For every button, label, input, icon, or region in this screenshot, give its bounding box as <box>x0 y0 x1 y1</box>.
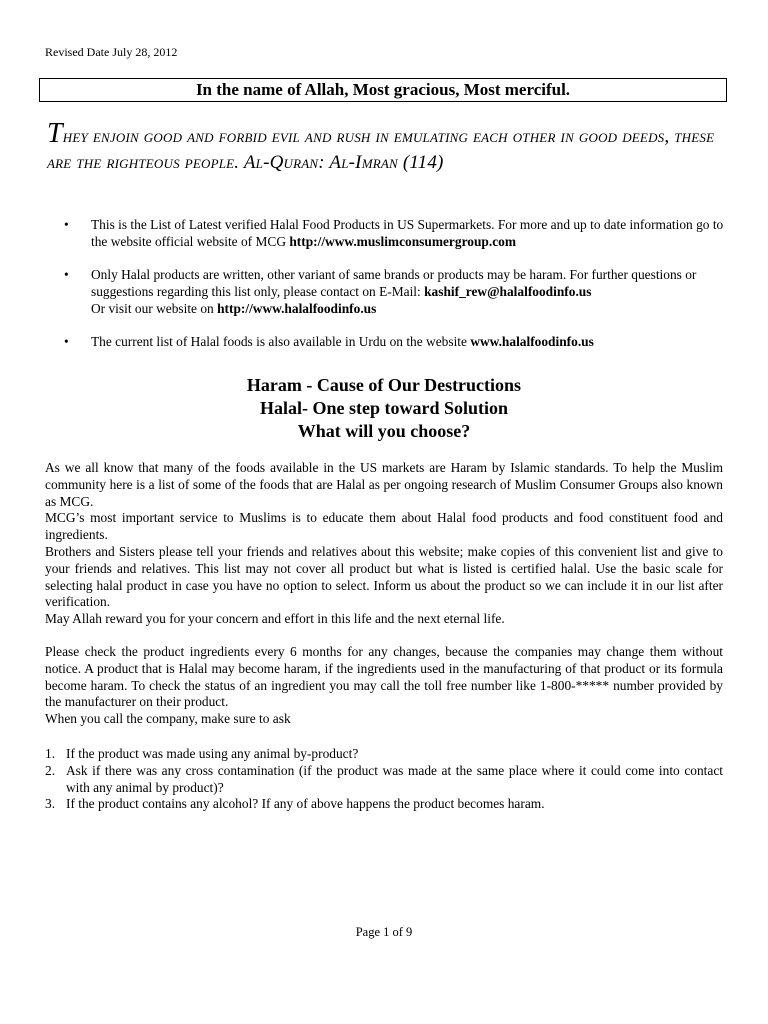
bullet-icon: • <box>64 334 69 349</box>
paragraph: Brothers and Sisters please tell your friends and relatives about this website; make copies of this convenient list and give to your friends and relatives. This list may not cover all product but what is listed is certified halal. Use the basic scale for selecting halal product in case you have no option to select. Inform us about the product so we can include it in our list after verification. <box>45 543 723 610</box>
list-item-text: If the product was made using any animal by-product? <box>66 746 359 761</box>
paragraph: May Allah reward you for your concern and effort in this life and the next eternal life. <box>45 611 505 627</box>
paragraph: Please check the product ingredients every 6 months for any changes, because the companies may change them without notice. A product that is Halal may become haram, if the ingredients used in the manufacturing of that product or its formula become haram. To check the status of an ingredient you may call the toll free number like 1-800-***** number provided by the manufacturer on their product. <box>45 643 723 710</box>
header-title-box <box>39 78 727 102</box>
bullet-text: The current list of Halal foods is also available in Urdu on the website <box>91 334 471 349</box>
bullet-text: Only Halal products are written, other variant of same brands or products may be haram. For further questions or suggestions regarding this list only, please contact on E-Mail: <box>91 267 697 299</box>
header-title: In the name of Allah, Most gracious, Most merciful. <box>195 80 571 99</box>
halalfoodinfo-website-link[interactable]: http://www.halalfoodinfo.us <box>217 301 377 316</box>
list-number: 1. <box>45 746 56 761</box>
questions-list <box>45 746 723 813</box>
bullet-item <box>64 333 724 350</box>
quran-quote <box>47 118 732 176</box>
urdu-website-link[interactable]: www.halalfoodinfo.us <box>470 334 594 349</box>
list-item <box>45 746 723 763</box>
contact-email-link[interactable]: kashif_rew@halalfoodinfo.us <box>424 284 592 299</box>
mcg-website-link[interactable]: http://www.muslimconsumergroup.com <box>289 234 516 249</box>
section-headings <box>0 374 768 443</box>
page-footer: Page 1 of 9 <box>355 925 413 939</box>
heading-halal: Halal- One step toward Solution <box>259 398 509 418</box>
paragraph: As we all know that many of the foods available in the US markets are Haram by Islamic standards. To help the Muslim community here is a list of some of the foods that are Halal as per ongoing research of Muslim Consumer Groups also known as MCG. <box>45 460 723 509</box>
info-bullet-list <box>64 216 724 366</box>
bullet-icon: • <box>64 267 69 282</box>
heading-haram: Haram - Cause of Our Destructions <box>246 375 522 395</box>
list-item-text: Ask if there was any cross contamination (if the product was made at the same place where it could come into contact with any animal by product)? <box>66 762 723 795</box>
bullet-item <box>64 216 724 250</box>
quote-text: hey enjoin good and forbid evil and rush in emulating each other in good deeds, these are the righteous people. Al-Quran: Al-Imran (114) <box>47 126 715 173</box>
quote-drop-letter: T <box>47 118 63 149</box>
list-item <box>45 796 723 813</box>
list-item <box>45 763 723 797</box>
list-number: 3. <box>45 796 56 812</box>
revised-date: Revised Date July 28, 2012 <box>45 45 178 59</box>
bullet-item <box>64 266 724 317</box>
bullet-text: Or visit our website on <box>91 301 218 316</box>
paragraph: MCG’s most important service to Muslims is to educate them about Halal food products and food constituent food and ingredients. <box>45 510 723 543</box>
paragraph: When you call the company, make sure to ask <box>45 711 291 727</box>
list-item-text: If the product contains any alcohol? If any of above happens the product becomes haram. <box>66 796 545 812</box>
list-number: 2. <box>45 762 56 778</box>
body-text <box>45 460 723 728</box>
heading-choose: What will you choose? <box>297 421 471 441</box>
bullet-icon: • <box>64 217 69 232</box>
bullet-text: This is the List of Latest verified Halal Food Products in US Supermarkets. For more and up to date information go to the website official website of MCG <box>91 217 724 249</box>
